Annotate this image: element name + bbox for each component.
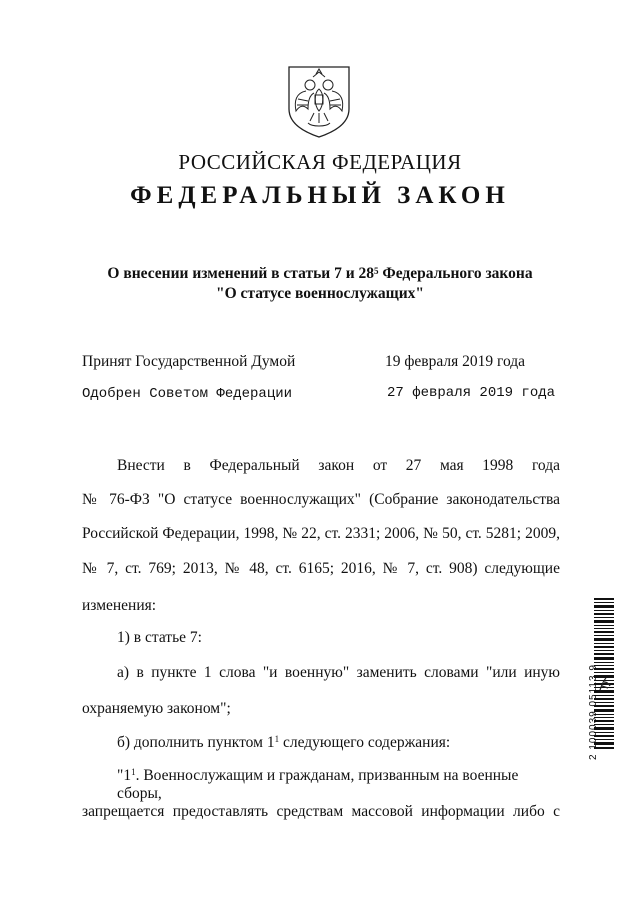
title-superscript: 5	[374, 266, 379, 276]
intro-line-3: Российской Федерации, 1998, № 22, ст. 2331; 2006, № 50, ст. 5281; 2009,	[82, 525, 560, 542]
registration-mark-icon	[598, 676, 612, 692]
title-text-part-2: Федерального закона	[378, 265, 533, 282]
coat-of-arms-emblem	[286, 65, 352, 139]
item-b-text: б) дополнить пунктом 1	[117, 734, 275, 751]
law-title	[0, 264, 640, 304]
law-title-line-1	[0, 264, 640, 284]
item-b	[117, 734, 450, 752]
quote-line-2: запрещается предоставлять средствам массовой информации либо с	[82, 803, 560, 820]
country-name: РОССИЙСКАЯ ФЕДЕРАЦИЯ	[178, 150, 462, 174]
duma-adoption-date: 19 февраля 2019 года	[385, 353, 526, 370]
item-a-line-1: а) в пункте 1 слова "и военную" заменить словами "или иную	[117, 664, 560, 681]
title-text-part-1: О внесении изменений в статьи 7 и 28	[107, 265, 375, 282]
quote-superscript: 1	[131, 767, 136, 777]
document-type: ФЕДЕРАЛЬНЫЙ ЗАКОН	[130, 182, 510, 209]
law-title-line-2: "О статусе военнослужащих"	[215, 285, 425, 302]
intro-line-5: изменения:	[82, 597, 157, 614]
duma-adoption-label: Принят Государственной Думой	[82, 353, 296, 370]
item-b-superscript: 1	[274, 734, 280, 744]
barcode-number: 2 100039 05113 9	[588, 664, 599, 760]
item-b-text-end: следующего содержания:	[279, 734, 451, 751]
intro-line-2: № 76-ФЗ "О статусе военнослужащих" (Собрание законодательства	[82, 491, 560, 508]
item-1: 1) в статье 7:	[117, 629, 202, 646]
item-a-line-2: охраняемую законом";	[82, 700, 231, 717]
quote-number: "1	[117, 767, 132, 784]
intro-line-1: Внести в Федеральный закон от 27 мая 1998 года	[117, 457, 560, 474]
quote-text: . Военнослужащим и гражданам, призванным на военные сборы,	[117, 767, 519, 802]
council-approval-label: Одобрен Советом Федерации	[82, 386, 293, 402]
intro-line-4: № 7, ст. 769; 2013, № 48, ст. 6165; 2016, № 7, ст. 908) следующие	[82, 560, 560, 577]
council-approval-date: 27 февраля 2019 года	[387, 385, 556, 401]
